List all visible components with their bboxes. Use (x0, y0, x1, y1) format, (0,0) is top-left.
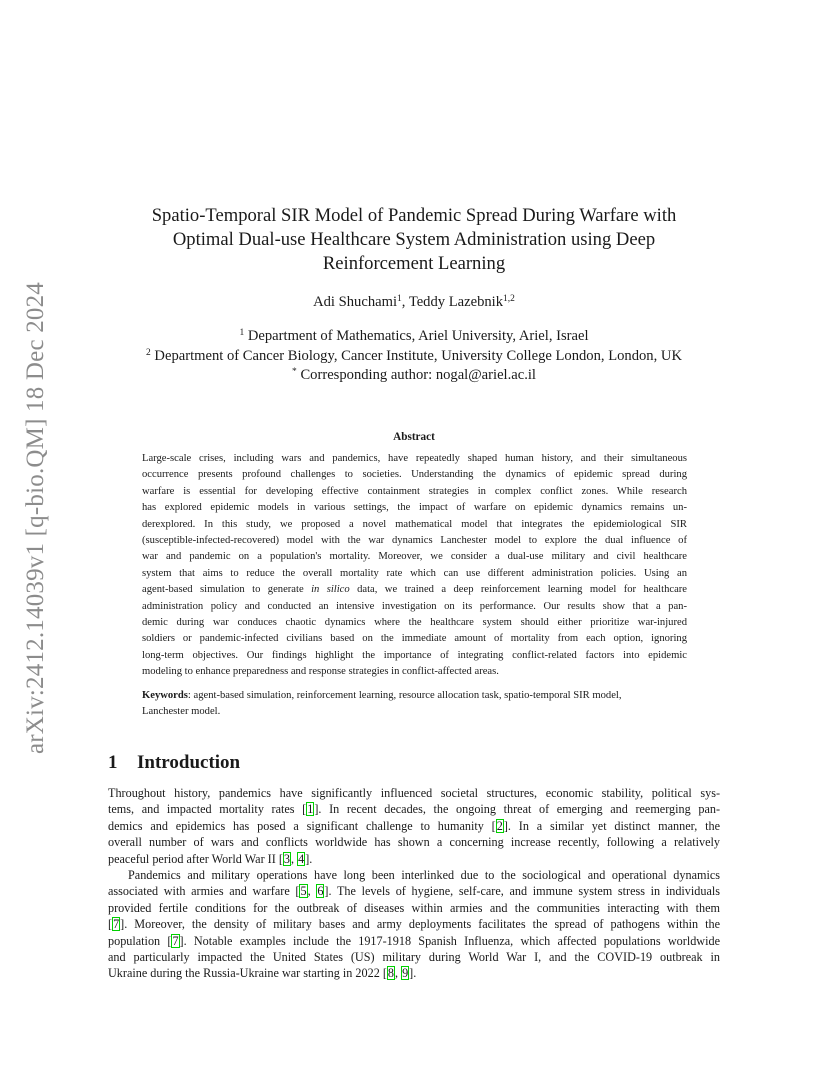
intro-line (108, 851, 720, 867)
abstract-line: occurrence presents profound challenges to societies. Understanding the dynamics of epidemic spread during (142, 469, 687, 481)
abstract-line (142, 582, 687, 598)
intro-text: ]. (305, 851, 313, 866)
affil-mark: 1 (239, 328, 245, 338)
abstract-line: has explored epidemic models in various settings, the impact of warfare on epidemic dynamics remains un- (142, 502, 687, 514)
abstract-text: agent-based simulation to generate (142, 584, 304, 596)
section-heading (108, 751, 240, 775)
title-line: Optimal Dual-use Healthcare System Administration using Deep (172, 229, 656, 250)
arxiv-stamp (22, 262, 50, 774)
intro-line: and particularly impacted the United States (US) military during World War I, and the COVID-19 outbreak in (108, 950, 720, 965)
author-affil-mark: 1,2 (503, 294, 515, 304)
title-line: Spatio-Temporal SIR Model of Pandemic Spread During Warfare with (151, 205, 677, 226)
intro-text: peaceful period after World War II [ (108, 851, 283, 866)
citation-link[interactable]: 2 (496, 818, 503, 833)
citation-link[interactable]: 1 (307, 802, 314, 817)
abstract-text: data, we trained a deep reinforcement learning model for healthcare (357, 584, 688, 596)
affiliation-2 (100, 347, 728, 367)
intro-line: Pandemics and military operations have long been interlinked due to the sociological and operational dynamics (128, 868, 720, 883)
intro-text: ]. Notable examples include the 1917-1918 Spanish Influenza, which affected populations worldwide (179, 933, 720, 948)
abstract-body (142, 451, 687, 681)
paper-title (100, 204, 728, 276)
abstract-line: demic during war conduces chaotic dynamics where the healthcare system should either prioritize war-injured (142, 617, 687, 629)
intro-line (108, 916, 720, 932)
affiliation-text: Department of Cancer Biology, Cancer Institute, University College London, London, UK (154, 347, 682, 364)
author-list: Adi Shuchami$^1$, Teddy Lazebnik$^{1,2}$ (313, 294, 515, 310)
intro-line (108, 933, 720, 949)
intro-text: ]. In a similar yet distinct manner, the (503, 818, 720, 833)
intro-text: [ (108, 917, 113, 932)
section-title: Introduction (137, 752, 241, 773)
affil-mark: 2 (146, 347, 151, 358)
corresponding-author (100, 366, 728, 386)
intro-text: ]. In recent decades, the ongoing threat of emerging and reemerging pan- (314, 802, 721, 817)
abstract-italic: in silico (311, 584, 350, 596)
affiliations (100, 327, 728, 386)
abstract-line: war and pandemic on a population's mortality. Moreover, we consider a dual-use military and civil healthcare (142, 551, 687, 563)
abstract-line: administration policy and conducted an intensive investigation on its performance. Our results show that a pan- (142, 600, 687, 612)
title-line: Reinforcement Learning (322, 253, 506, 274)
intro-text: tems, and impacted mortality rates [ (108, 802, 307, 817)
abstract-line: warfare is essential for developing effective containment strategies in complex conflict zones. While research (142, 485, 687, 497)
intro-line: Throughout history, pandemics have significantly influenced societal structures, economic stability, political sys- (108, 786, 720, 800)
citation-link[interactable]: 7 (172, 933, 179, 948)
intro-line (108, 883, 720, 899)
intro-text: ]. The levels of hygiene, self-care, and immune system stress in individuals (324, 884, 720, 899)
intro-text: ]. Moreover, the density of military bases and army deployments facilitates the spread of pathogens within the (120, 917, 720, 932)
intro-line (108, 965, 720, 981)
introduction-body (108, 785, 720, 982)
author-name: Adi Shuchami (313, 294, 398, 310)
abstract-heading: Abstract (393, 431, 435, 443)
citation-link[interactable]: 4 (298, 851, 305, 866)
abstract-line: system that aims to reduce the overall mortality rate which can use different administration policies. Using an (142, 567, 687, 579)
affiliation-1 (100, 327, 728, 347)
intro-text: associated with armies and warfare [ (108, 884, 300, 899)
keywords (142, 688, 687, 721)
abstract-line: Large-scale crises, including wars and pandemics, have repeatedly shaped human history, and their simultaneous (142, 453, 687, 464)
keywords-text: Lanchester model. (142, 706, 221, 718)
abstract-line: long-term objectives. Our findings highlight the importance of integrating conflict-related factors into epidemic (142, 649, 687, 661)
intro-text: , (291, 851, 298, 866)
intro-text: ]. (409, 966, 417, 981)
citation-link[interactable]: 7 (113, 917, 120, 932)
intro-line: overall number of wars and conflicts worldwide has shown a concerning increase recently, following a relatively (108, 835, 720, 850)
section-number: 1 (108, 752, 118, 773)
author-affil-mark: 1 (397, 294, 402, 304)
intro-text: , (307, 884, 317, 899)
intro-text: , (394, 966, 402, 981)
citation-link[interactable]: 8 (387, 966, 394, 981)
keywords-text: : agent-based simulation, reinforcement learning, resource allocation task, spatio-temporal SIR model, (187, 690, 622, 701)
keywords-label: Keywords (142, 690, 188, 701)
intro-text: Ukraine during the Russia-Ukraine war starting in 2022 [ (108, 966, 387, 981)
abstract-line: derexplored. In this study, we proposed a novel mathematical model that integrates the epidemiological SIR (142, 518, 687, 530)
abstract-line: soldiers or pandemic-infected civilians based on the immediate amount of mortality from each option, ignoring (142, 633, 687, 645)
arxiv-stamp-text: arXiv:2412.14039v1 [q-bio.QM] 18 Dec 2024 (22, 281, 49, 755)
corresponding-text: Corresponding author: nogal@ariel.ac.il (300, 367, 536, 383)
abstract-line: (susceptible-infected-recovered) model with the war dynamics Lanchester model to explore the dual influence of (142, 535, 687, 547)
intro-line (108, 818, 720, 834)
abstract-line: modeling to enhance preparedness and response strategies in conflict-affected areas. (142, 666, 499, 678)
citation-link[interactable]: 6 (317, 884, 324, 899)
affiliation-text: Department of Mathematics, Ariel University, Ariel, Israel (247, 328, 589, 344)
citation-link[interactable]: 9 (402, 966, 409, 981)
intro-line (108, 801, 720, 817)
intro-text: demics and epidemics has posed a significant challenge to humanity [ (108, 818, 496, 833)
citation-link[interactable]: 5 (300, 884, 307, 899)
corr-mark: * (292, 367, 297, 377)
author-name: Teddy Lazebnik (408, 294, 504, 310)
intro-line: provided fertile conditions for the outbreak of diseases within armies and the communities interacting with them (108, 900, 720, 915)
intro-text: population [ (108, 933, 172, 948)
citation-link[interactable]: 3 (283, 851, 290, 866)
